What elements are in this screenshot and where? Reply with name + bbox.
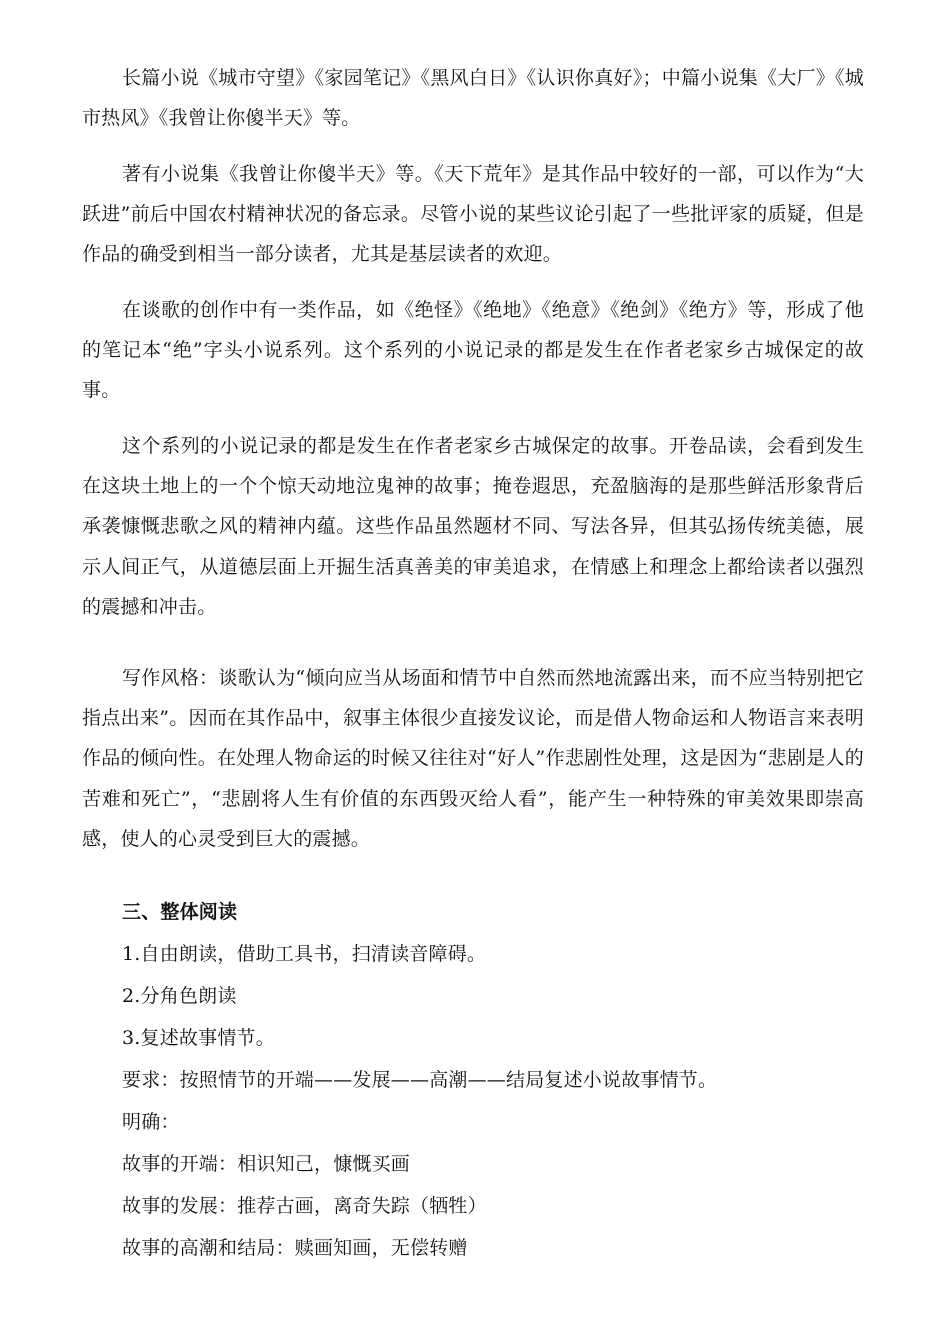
paragraph-jue-series: 在谈歌的创作中有一类作品，如《绝怪》《绝地》《绝意》《绝剑》《绝方》等，形成了他的笔记本“绝”字头小说系列。这个系列的小说记录的都是发生在作者老家乡古城保定的故事。	[82, 299, 864, 402]
plot-development: 故事的发展：推荐古画，离奇失踪（牺牲）	[122, 1195, 487, 1217]
paragraph-series-stories: 这个系列的小说记录的都是发生在作者老家乡古城保定的故事。开卷品读，会看到发生在这块土地上的一个个惊天动地泣鬼神的故事；掩卷遐思，充盈脑海的是那些鲜活形象背后承袭慷慨悲歌之风的精神内蕴。这些作品虽然题材不同、写法各异，但其弘扬传统美德，展示人间正气，从道德层面上开掘生活真善美的审美追求，在情感上和理念上都给读者以强烈的震撼和冲击。	[82, 435, 864, 618]
plot-climax-ending: 故事的高潮和结局：赎画知画，无偿转赠	[122, 1237, 468, 1259]
paragraph-tianxia-huangnian: 著有小说集《我曾让你傻半天》等。《天下荒年》是其作品中较好的一部，可以作为“大跃进”前后中国农村精神状况的备忘录。尽管小说的某些议论引起了一些批评家的质疑，但是作品的确受到相当一部分读者，尤其是基层读者的欢迎。	[82, 163, 864, 266]
clarify-label: 明确：	[122, 1111, 180, 1133]
paragraph-works-list: 长篇小说《城市守望》《家园笔记》《黑风白日》《认识你真好》；中篇小说集《大厂》《城市热风》《我曾让你傻半天》等。	[82, 67, 864, 130]
plot-beginning: 故事的开端：相识知己，慷慨买画	[122, 1153, 411, 1175]
paragraph-writing-style: 写作风格：谈歌认为“倾向应当从场面和情节中自然而然地流露出来，而不应当特别把它指点出来”。因而在其作品中，叙事主体很少直接发议论，而是借人物命运和人物语言来表明作品的倾向性。在处理人物命运的时候又往往对“好人”作悲剧性处理，这是因为“悲剧是人的苦难和死亡”，“悲剧将人生有价值的东西毁灭给人看”，能产生一种特殊的审美效果即崇高感，使人的心灵受到巨大的震撼。	[82, 667, 864, 850]
step-item-3: 3.复述故事情节。	[122, 1027, 275, 1049]
step-item-2: 2.分角色朗读	[122, 985, 237, 1007]
step-item-1: 1.自由朗读，借助工具书，扫清读音障碍。	[122, 943, 487, 965]
requirement-text: 要求：按照情节的开端——发展——高潮——结局复述小说故事情节。	[122, 1069, 718, 1091]
section-heading: 三、整体阅读	[122, 901, 238, 923]
